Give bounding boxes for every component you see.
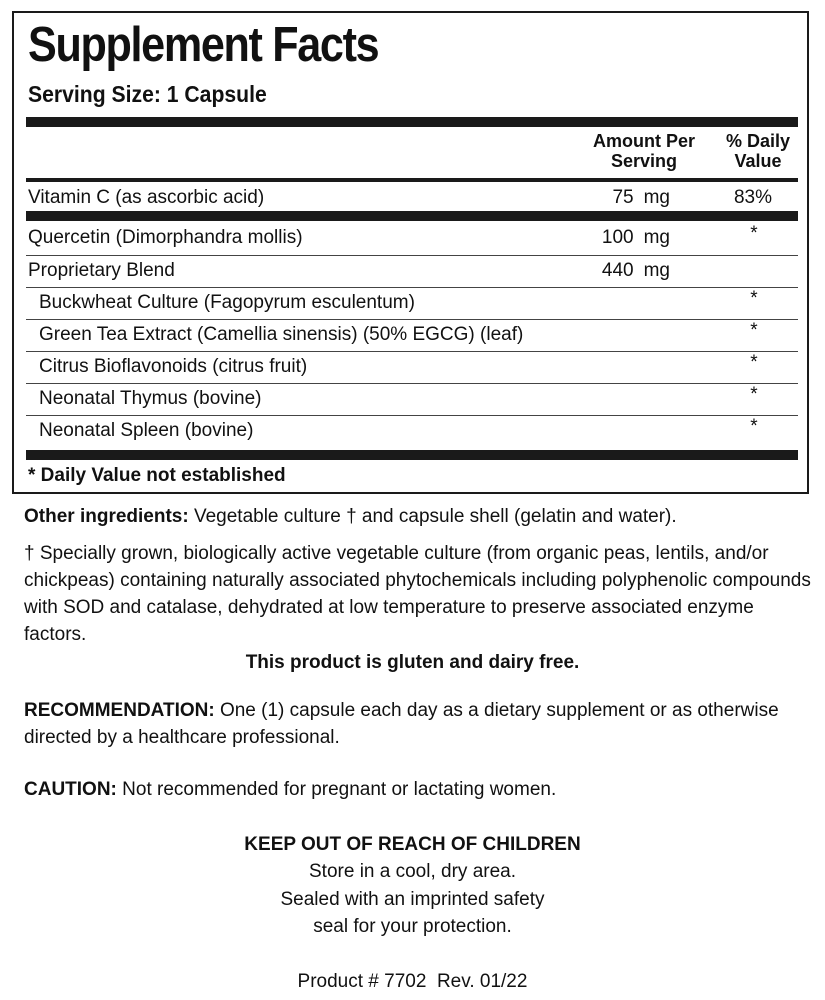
culture-note: † Specially grown, biologically active vegetable culture (from organic peas, lentils, and/or chickpeas) containing naturally associated phytochemicals including polyphenolic compounds with SOD and catalase, dehydrated at low temperature to preserve associated enzyme factors. (24, 543, 811, 645)
daily-value: * (750, 288, 758, 309)
caution-label: CAUTION: (24, 779, 117, 800)
column-header-amount-line1: Amount Per (592, 131, 695, 151)
column-header-amount (588, 131, 700, 171)
recommendation-text: One (1) capsule each day as a dietary supplement or as otherwise directed by a healthcare professional. (24, 700, 779, 748)
blend-row-thymus (26, 383, 798, 416)
blend-row-green-tea (26, 319, 798, 352)
caution-text: Not recommended for pregnant or lactating women. (116, 779, 557, 800)
amount-unit: mg (643, 260, 670, 281)
column-header-dv-line2: Value (734, 151, 782, 171)
daily-value: 83% (733, 187, 773, 208)
keep-out-of-reach: KEEP OUT OF REACH OF CHILDREN (244, 834, 581, 855)
serving-size: Serving Size: 1 Capsule (28, 81, 267, 107)
ingredient-name: Neonatal Thymus (bovine) (39, 388, 262, 409)
ingredient-name: Buckwheat Culture (Fagopyrum esculentum) (39, 292, 415, 313)
nutrient-name: Quercetin (Dimorphandra mollis) (28, 227, 303, 248)
divider-header (26, 178, 798, 182)
daily-value-footnote: * Daily Value not established (28, 465, 286, 486)
daily-value: * (750, 416, 758, 437)
column-header-amount-line2: Serving (610, 151, 678, 171)
panel-title: Supplement Facts (28, 18, 379, 72)
column-header-dv-line1: % Daily (725, 131, 791, 151)
blend-row-citrus (26, 351, 798, 384)
ingredient-name: Green Tea Extract (Camellia sinensis) (50% EGCG) (leaf) (39, 324, 524, 345)
other-ingredients (24, 503, 814, 530)
gluten-free-statement: This product is gluten and dairy free. (245, 652, 580, 673)
recommendation (24, 697, 814, 751)
daily-value: * (750, 384, 758, 405)
nutrient-name: Proprietary Blend (28, 260, 175, 281)
column-header-daily-value (710, 131, 806, 171)
blend-row-buckwheat (26, 287, 798, 320)
ingredient-name: Neonatal Spleen (bovine) (39, 420, 254, 441)
amount-value: 100 (601, 227, 634, 248)
amount-value: 440 (601, 260, 634, 281)
storage-line-2: Sealed with an imprinted safety (280, 889, 545, 910)
divider-thick-bottom (26, 450, 798, 460)
ingredient-name: Citrus Bioflavonoids (citrus fruit) (39, 356, 308, 377)
divider-thick-middle (26, 211, 798, 221)
storage-line-1: Store in a cool, dry area. (309, 861, 516, 882)
nutrient-row-proprietary-blend (26, 255, 798, 288)
recommendation-label: RECOMMENDATION: (24, 700, 215, 721)
amount-unit: mg (643, 187, 670, 208)
nutrient-amount (602, 260, 670, 282)
daily-value: * (750, 352, 758, 373)
caution (24, 776, 814, 803)
nutrient-name: Vitamin C (as ascorbic acid) (28, 187, 265, 208)
daily-value: * (750, 223, 758, 244)
supplement-facts-panel (12, 11, 809, 494)
amount-unit: mg (643, 227, 670, 248)
product-code: Product # 7702 Rev. 01/22 (297, 971, 528, 992)
other-ingredients-label: Other ingredients: (24, 506, 189, 527)
other-ingredients-text: Vegetable culture † and capsule shell (gelatin and water). (188, 506, 677, 527)
daily-value: * (750, 320, 758, 341)
divider-thick-top (26, 117, 798, 127)
storage-line-3: seal for your protection. (313, 916, 512, 937)
amount-value: 75 (612, 187, 634, 208)
nutrient-amount (612, 187, 670, 209)
nutrient-row-quercetin (26, 223, 798, 255)
nutrient-amount (602, 227, 670, 249)
blend-row-spleen (26, 415, 798, 448)
